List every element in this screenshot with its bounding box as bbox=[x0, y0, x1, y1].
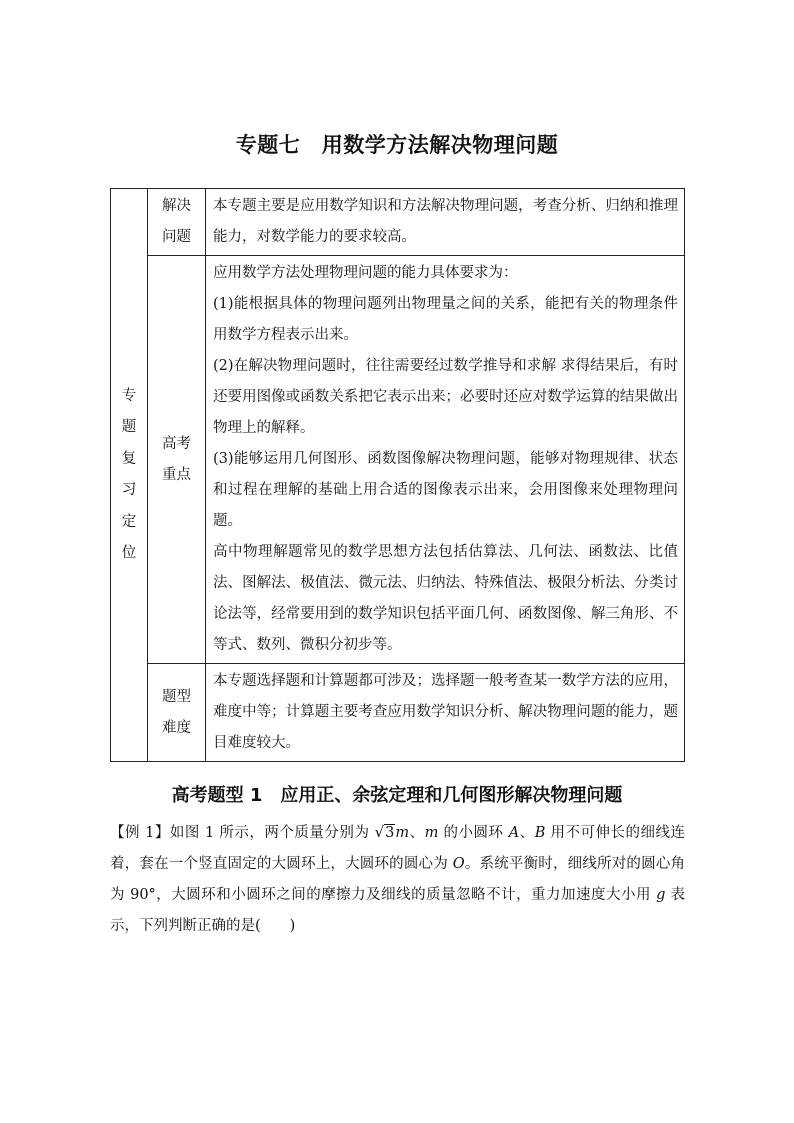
row-content-problem bbox=[206, 189, 685, 256]
content-paragraph: (1)能根据具体的物理问题列出物理量之间的关系，能把有关的物理条件用数学方程表示出来。 bbox=[213, 296, 678, 343]
outer-label-cell bbox=[111, 189, 148, 762]
outer-label-char: 复 bbox=[121, 450, 137, 467]
example-label: 【例 1】 bbox=[110, 825, 170, 841]
content-paragraph: (3)能够运用几何图形、函数图像解决物理问题，能够对物理规律、状态和过程在理解的基础上用合适的图像表示出来，会用图像来处理物理问题。 bbox=[213, 451, 678, 529]
content-paragraph: 本专题主要是应用数学知识和方法解决物理问题，考查分析、归纳和推理能力，对数学能力的要求较高。 bbox=[213, 198, 678, 245]
table-row-difficulty bbox=[111, 664, 685, 762]
row-content-difficulty bbox=[206, 664, 685, 762]
content-paragraph: 高中物理解题常见的数学思想方法包括估算法、几何法、函数法、比值法、图解法、极值法、微元法、归纳法、特殊值法、极限分析法、分类讨论法等，经常要用到的数学知识包括平面几何、函数图像、解三角形、不等式、数列、微积分初步等。 bbox=[213, 544, 678, 653]
table-row-problem bbox=[111, 189, 685, 256]
table-row-focus bbox=[111, 256, 685, 664]
outer-label-char: 专 bbox=[121, 387, 137, 404]
section-title: 高考题型 1 应用正、余弦定理和几何图形解决物理问题 bbox=[171, 785, 623, 806]
outer-label-char: 题 bbox=[121, 419, 137, 435]
content-paragraph: (2)在解决物理问题时，往往需要经过数学推导和求解 求得结果后，有时还要用图像或函数关系把它表示出来；必要时还应对数学运算的结果做出物理上的解释。 bbox=[213, 358, 678, 436]
page-title: 专题七 用数学方法解决物理问题 bbox=[235, 133, 559, 157]
row-label-difficulty: 题型 难度 bbox=[148, 664, 206, 762]
content-paragraph: 本专题选择题和计算题都可涉及；选择题一般考查某一数学方法的应用，难度中等；计算题主要考查应用数学知识分析、解决物理问题的能力，题目难度较大。 bbox=[213, 673, 678, 751]
outer-label-char: 习 bbox=[121, 482, 137, 498]
outer-label-char: 位 bbox=[121, 545, 137, 561]
sqrt-expression: √3 bbox=[374, 823, 395, 841]
sqrt-icon: √ bbox=[374, 823, 385, 841]
row-label-focus: 高考 重点 bbox=[148, 256, 206, 664]
content-paragraph: 应用数学方法处理物理问题的能力具体要求为： bbox=[213, 265, 518, 281]
review-table bbox=[110, 188, 685, 762]
row-content-focus bbox=[206, 256, 685, 664]
row-label-problem: 解决 问题 bbox=[148, 189, 206, 256]
example-paragraph: 【例 1】如图 1 所示，两个质量分别为 √3m、m 的小圆环 A、B 用不可伸长的细线连着，套在一个竖直固定的大圆环上，大圆环的圆心为 O。系统平衡时，细线所对的圆心角为 90°，大圆环和小圆环之间的摩擦力及细线的质量忽略不计，重力加速度大小用 g 表示，下列判断正确的是( ) bbox=[110, 817, 685, 942]
outer-label-char: 定 bbox=[121, 513, 137, 530]
